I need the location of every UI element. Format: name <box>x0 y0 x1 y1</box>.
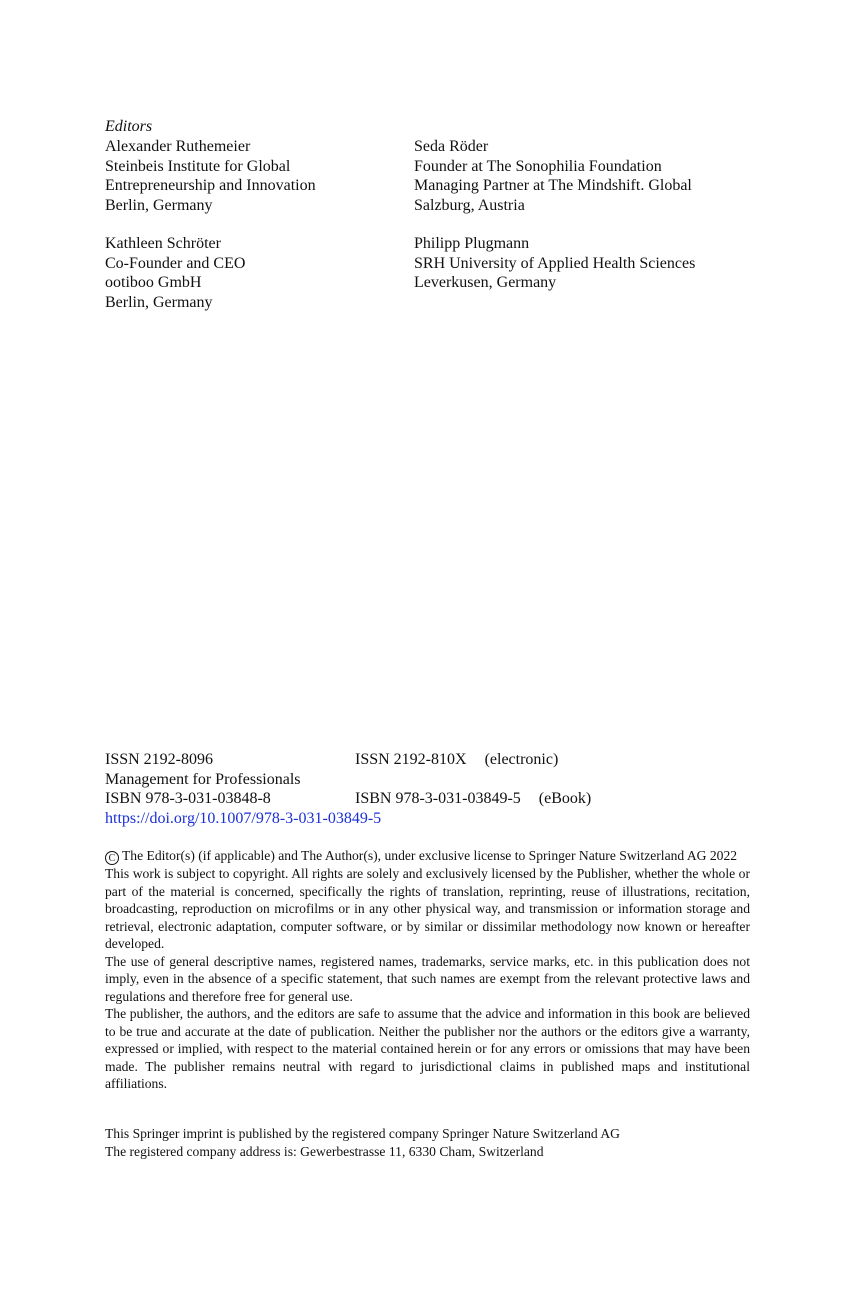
editor-name: Kathleen Schröter <box>105 235 221 252</box>
editor-location: Salzburg, Austria <box>414 196 525 214</box>
publication-info <box>105 750 755 828</box>
editor-affiliation: Steinbeis Institute for Global <box>105 157 291 175</box>
isbn-ebook-note: (eBook) <box>538 790 592 807</box>
legal-notice <box>105 847 750 1093</box>
copyright-line <box>105 847 750 865</box>
editor-block <box>414 137 692 215</box>
editor-affiliation: SRH University of Applied Health Sciences <box>414 254 696 272</box>
doi-link[interactable]: https://doi.org/10.1007/978-3-031-03849-5 <box>105 809 382 827</box>
editor-block <box>414 234 695 293</box>
editor-affiliation: Co-Founder and CEO <box>105 254 246 272</box>
editor-affiliation: Entrepreneurship and Innovation <box>105 177 316 194</box>
editor-location: Berlin, Germany <box>105 293 213 311</box>
copyright-text: The Editor(s) (if applicable) and The Author(s), under exclusive license to Springer Nature Switzerland AG 2022 <box>122 848 738 863</box>
issn-electronic: ISSN 2192-810X <box>355 751 467 768</box>
editor-location: Berlin, Germany <box>105 196 213 214</box>
copyright-paragraph: This work is subject to copyright. All rights are solely and exclusively licensed by the Publisher, whether the whole or part of the material is concerned, specifically the rights of translation, reprinting, reuse of illustrations, recitation, broadcasting, reproduction on microfilms or in any other physical way, and transmission or information storage and retrieval, electronic adaptation, computer software, or by similar or dissimilar methodology now known or hereafter developed. <box>105 866 750 951</box>
imprint-line: This Springer imprint is published by the registered company Springer Nature Switzerland AG <box>105 1126 620 1141</box>
editor-name: Philipp Plugmann <box>414 235 530 252</box>
imprint <box>105 1125 620 1160</box>
isbn-row <box>105 789 755 809</box>
disclaimer-paragraph: The publisher, the authors, and the editors are safe to assume that the advice and information in this book are believed to be true and accurate at the date of publication. Neither the publisher nor the authors or the editors give a warranty, expressed or implied, with respect to the material contained herein or for any errors or omissions that may have been made. The publisher remains neutral with regard to jurisdictional claims in published maps and institutional affiliations. <box>105 1006 750 1091</box>
editor-block <box>105 137 316 215</box>
editor-location: Leverkusen, Germany <box>414 274 557 291</box>
editor-name: Seda Röder <box>414 138 489 155</box>
doi-row <box>105 809 755 829</box>
series-row <box>105 770 755 790</box>
issn-print: ISSN 2192-8096 <box>105 751 214 768</box>
isbn-ebook: ISBN 978-3-031-03849-5 <box>355 790 521 807</box>
address-line: The registered company address is: Gewerbestrasse 11, 6330 Cham, Switzerland <box>105 1143 544 1159</box>
copyright-icon: C <box>105 851 119 865</box>
editor-affiliation: Founder at The Sonophilia Foundation <box>414 157 662 175</box>
issn-row <box>105 750 755 770</box>
series-title: Management for Professionals <box>105 770 301 788</box>
editor-affiliation: ootiboo GmbH <box>105 274 202 291</box>
issn-electronic-note: (electronic) <box>484 751 559 768</box>
trademark-paragraph: The use of general descriptive names, registered names, trademarks, service marks, etc. in this publication does not imply, even in the absence of a specific statement, that such names are exempt from the relevant protective laws and regulations and therefore free for general use. <box>105 953 750 1004</box>
editor-block <box>105 234 245 312</box>
editors-label: Editors <box>105 118 153 135</box>
editor-affiliation: Managing Partner at The Mindshift. Global <box>414 177 692 194</box>
isbn-print: ISBN 978-3-031-03848-8 <box>105 790 271 807</box>
editor-name: Alexander Ruthemeier <box>105 138 251 155</box>
